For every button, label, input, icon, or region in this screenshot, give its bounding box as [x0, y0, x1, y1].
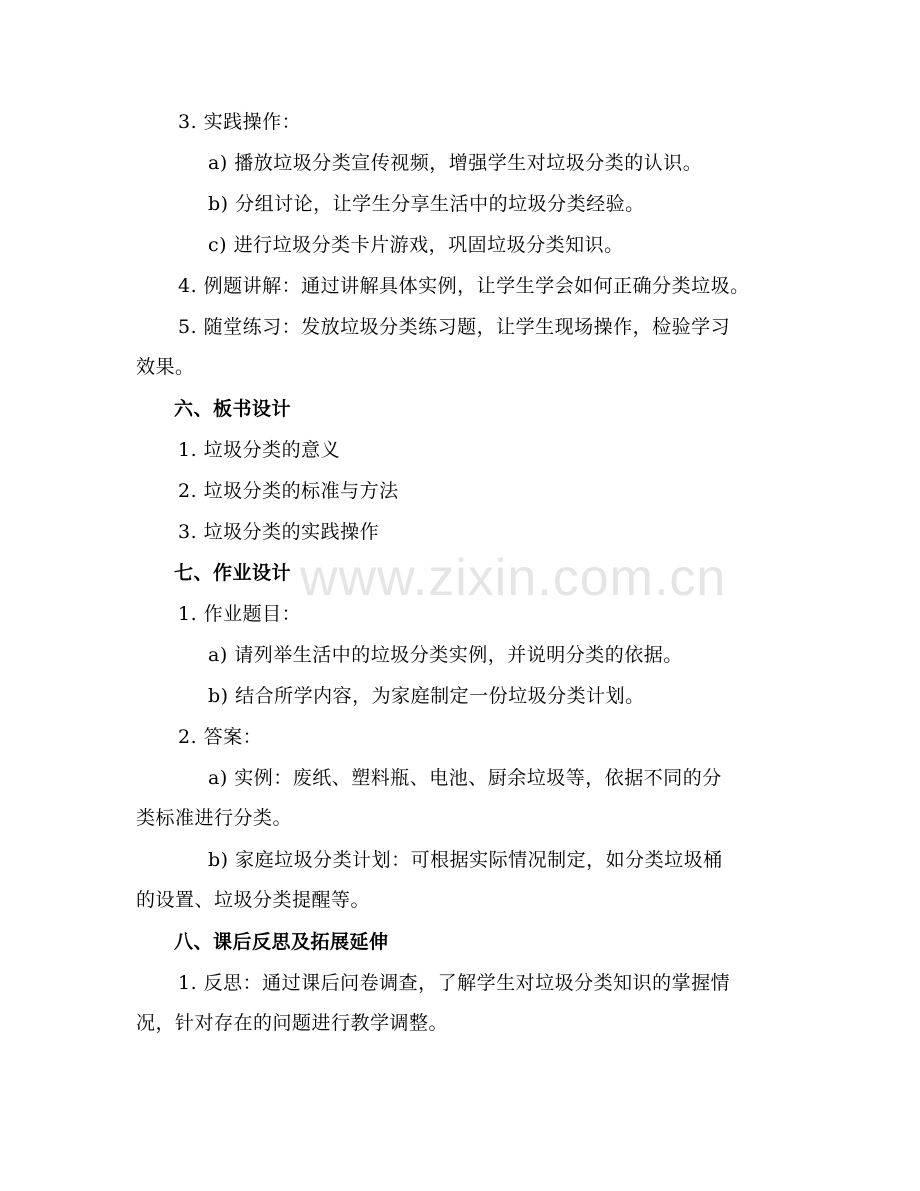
list-item-examples: 4. 例题讲解：通过讲解具体实例，让学生学会如何正确分类垃圾。 [178, 275, 750, 297]
list-item-exercise: 5. 随堂练习：发放垃圾分类练习题，让学生现场操作，检验学习 [178, 316, 731, 338]
homework-sub-b: b) 结合所学内容，为家庭制定一份垃圾分类计划。 [208, 685, 645, 707]
board-item-2: 2. 垃圾分类的标准与方法 [178, 480, 399, 502]
section-heading-reflection: 八、课后反思及拓展延伸 [174, 931, 389, 953]
sub-item-discussion: b) 分组讨论，让学生分享生活中的垃圾分类经验。 [208, 193, 645, 215]
section-heading-board: 六、板书设计 [174, 398, 292, 420]
sub-item-video: a) 播放垃圾分类宣传视频，增强学生对垃圾分类的认识。 [208, 152, 703, 174]
board-item-3: 3. 垃圾分类的实践操作 [178, 521, 380, 543]
sub-item-card-game: c) 进行垃圾分类卡片游戏，巩固垃圾分类知识。 [208, 234, 624, 256]
answer-sub-a: a) 实例：废纸、塑料瓶、电池、厨余垃圾等，依据不同的分 [208, 767, 722, 789]
answer-sub-b: b) 家庭垃圾分类计划：可根据实际情况制定，如分类垃圾桶 [208, 849, 723, 871]
board-item-1: 1. 垃圾分类的意义 [178, 439, 341, 461]
watermark: www.zixin.com.cn [300, 549, 727, 607]
reflection-item-1: 1. 反思：通过课后问卷调查，了解学生对垃圾分类知识的掌握情 [178, 972, 731, 994]
homework-item-2: 2. 答案： [178, 726, 263, 748]
answer-sub-a-cont: 类标准进行分类。 [136, 807, 293, 829]
list-item-exercise-cont: 效果。 [136, 356, 195, 378]
homework-item-1: 1. 作业题目： [178, 603, 302, 625]
section-heading-homework: 七、作业设计 [174, 562, 292, 584]
reflection-item-1-cont: 况，针对存在的问题进行教学调整。 [136, 1012, 449, 1034]
homework-sub-a: a) 请列举生活中的垃圾分类实例，并说明分类的依据。 [208, 644, 683, 666]
list-item-practice: 3. 实践操作： [178, 111, 302, 133]
answer-sub-b-cont: 的设置、垃圾分类提醒等。 [136, 889, 371, 911]
